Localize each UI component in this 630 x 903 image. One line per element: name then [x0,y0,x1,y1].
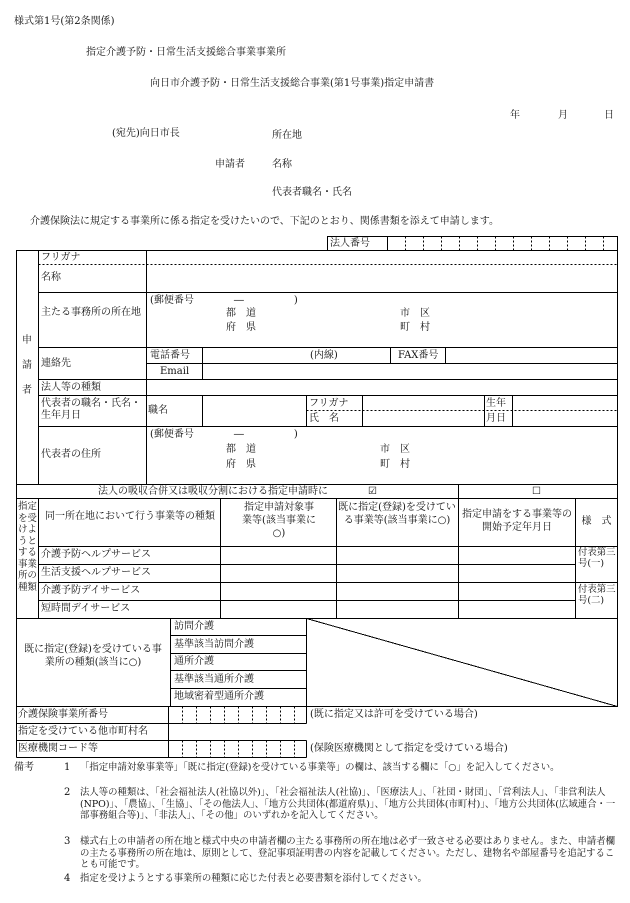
note-2-num: 2 [64,787,71,798]
header-col1: 同一所在地において行う事業等の種類 [45,511,215,522]
main-office-label: 主たる事務所の所在地 [41,307,141,318]
furigana2-label: フリガナ [309,398,349,409]
rep-todofuken-to: 都 道 [226,444,256,455]
rep-todofuken-fu: 府 県 [226,459,256,470]
service-row-2: 生活支援ヘルプサービス [41,567,151,578]
page-title: 向日市介護予防・日常生活支援総合事業(第1号事業)指定申請書 [150,78,435,89]
existing-item-1: 訪問介護 [174,621,214,632]
existing-label: 既に指定(登録)を受けている事業所の種類(該当に○) [24,644,162,668]
medical-no-note: (保険医療機関として指定を受けている場合) [310,743,508,754]
phone-label: 電話番号 [150,350,190,361]
date-year[interactable]: 年 [510,110,520,121]
applicant-side-1: 申 [22,335,32,346]
note-1-num: 1 [64,762,71,773]
header-col2: 指定申請対象事業等(該当事業に○) [242,502,316,539]
corp-number-label: 法人番号 [330,238,370,249]
fax-label: FAX番号 [398,350,439,361]
contact-label: 連絡先 [41,358,71,369]
existing-item-3: 通所介護 [174,656,214,667]
city-cho: 町 村 [400,322,430,333]
form-ref-a: 付表第三号(一) [578,547,616,569]
notes-label: 備考 [14,762,34,773]
header-col5: 様 式 [581,516,612,527]
note-3-text: 様式右上の申請者の所在地と様式中央の申請者欄の主たる事務所の所在地は必ず一致させる必要はありません。また、申請者欄の主たる事務所の所在地は、原則として、登記事項証明書の内容を記載してください。ただし、建物名や部屋番号を追記することも可能です。 [80,836,615,870]
todofuken-to: 都 道 [226,308,256,319]
city-shi: 市 区 [400,308,430,319]
existing-item-4: 基準該当通所介護 [174,674,254,685]
note-4-text: 指定を受けようとする事業所の種類に応じた付表と必要書類を添付してください。 [80,873,427,884]
merger-checkbox-1[interactable]: ☑ [368,486,377,497]
form-ref-b: 付表第三号(二) [578,584,616,606]
note-3-num: 3 [64,836,71,847]
birth-label: 生年 [486,398,506,409]
job-title-label: 職名 [148,405,168,416]
rep-info-label: 代表者の職名・氏名・生年月日 [41,398,141,421]
care-no-label: 介護保険事業所番号 [18,709,108,720]
applicant-label: 申請者 [215,159,245,170]
furigana-label: フリガナ [41,252,81,263]
merger-checkbox-2[interactable]: ☐ [532,486,541,497]
services-side-label: 指定を受けようとする事業所の種類 [18,501,37,593]
form-number: 様式第1号(第2条関係) [14,16,115,27]
medical-no-label: 医療機関コード等 [18,743,98,754]
existing-item-5: 地域密着型通所介護 [174,691,264,702]
other-city-label: 指定を受けている他市町村名 [18,726,148,737]
note-2-text: 法人等の種類は、「社会福祉法人(社協以外)」、「社会福祉法人(社協)」、「医療法人」、「社団・財団」、「営利法人」、「非営利法人(NPO)」、「農協」、「生協」、「その他法人」、「地方公共団体(都道府県)」、「地方公共団体(市町村)」、「地方公共団体(広域連合・一部事務組合等)」、「非法人」、「その他」のいずれかを記入してください。 [80,787,616,821]
note-1-text: 「指定申請対象事業等」「既に指定(登録)を受けている事業等」の欄は、該当する欄に「○」を記入してください。 [80,762,560,773]
date-month[interactable]: 月 [558,110,568,121]
email-label: Email [160,366,190,377]
service-row-4: 短時間デイサービス [41,603,131,614]
header-col4: 指定申請をする事業等の開始予定年月日 [462,509,572,533]
existing-item-2: 基準該当訪問介護 [174,639,254,650]
rep-postal[interactable]: (郵便番号 ― ) [150,429,298,440]
service-row-1: 介護予防ヘルプサービス [41,549,151,560]
rep-city-cho: 町 村 [380,459,410,470]
todofuken-fu: 府 県 [226,322,256,333]
service-row-3: 介護予防デイサービス [41,585,141,596]
applicant-side-2: 請 [22,360,32,371]
applicant-side-3: 者 [22,385,32,396]
name-row-label: 名称 [41,272,61,283]
rep-city-shi: 市 区 [380,444,410,455]
corp-type-label: 法人等の種類 [41,382,101,393]
office-type: 指定介護予防・日常生活支援総合事業事業所 [86,47,286,58]
care-no-note: (既に指定又は許可を受けている場合) [310,709,478,720]
extension-label: (内線) [310,350,338,361]
addressee: (宛先)向日市長 [112,128,180,139]
name-label: 名称 [272,159,292,170]
address-label: 所在地 [272,130,302,141]
date-day[interactable]: 日 [604,110,614,121]
statement: 介護保険法に規定する事業所に係る指定を受けたいので、下記のとおり、関係書類を添えて申請します。 [30,216,499,227]
header-col3: 既に指定(登録)を受けている事業等(該当事業に○) [338,502,456,526]
note-4-num: 4 [64,873,71,884]
birth2-label: 月日 [486,413,506,424]
merger-label: 法人の吸収合併又は吸収分割における指定申請時に [98,486,328,497]
full-name-label: 氏 名 [309,413,339,424]
rep-label: 代表者職名・氏名 [272,187,352,198]
rep-address-label: 代表者の住所 [41,449,101,460]
postal-label[interactable]: (郵便番号 ― ) [150,295,298,306]
